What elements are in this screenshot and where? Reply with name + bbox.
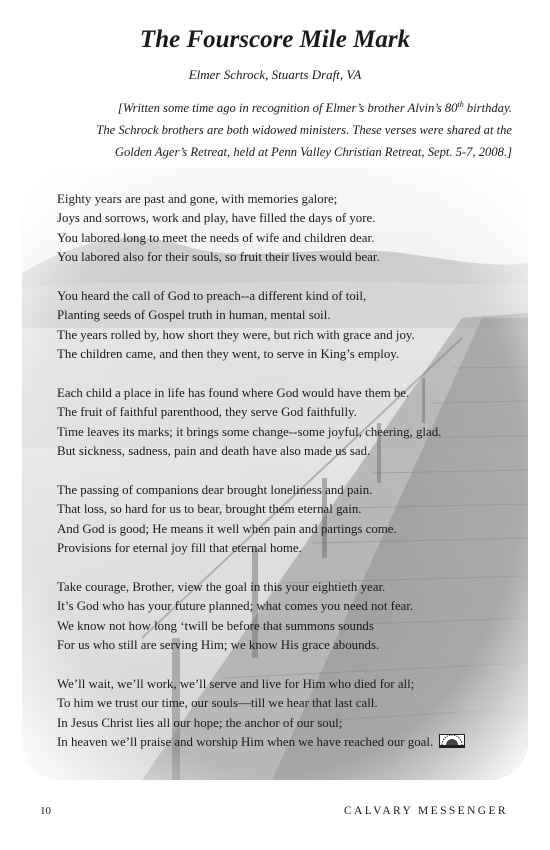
intro-line: Golden Ager’s Retreat, held at Penn Valley Christian Retreat, Sept. 5-7, 2008.]: [114, 145, 512, 160]
verse-line: Eighty years are past and gone, with memories galore;: [57, 192, 338, 206]
verse-line: It’s God who has your future planned; what comes you need not fear.: [57, 599, 414, 614]
verse-line: The children came, and then they went, to serve in King’s employ.: [57, 347, 400, 362]
verse-line: You labored long to meet the needs of wife and children dear.: [57, 230, 375, 245]
verse-line: That loss, so hard for us to bear, brought them eternal gain.: [57, 502, 362, 517]
verse-line: Provisions for eternal joy fill that eternal home.: [57, 541, 302, 556]
stanza-4: [57, 481, 517, 559]
intro-note: [42, 94, 512, 163]
verse-line: In Jesus Christ lies all our hope; the anchor of our soul;: [57, 715, 343, 730]
verse-line: The years rolled by, how short they were, but rich with grace and joy.: [57, 327, 415, 342]
verse-line: Take courage, Brother, view the goal in this your eightieth year.: [57, 580, 386, 595]
publication-name: CALVARY MESSENGER: [343, 805, 508, 817]
verse-line: The passing of companions dear brought loneliness and pain.: [57, 483, 373, 498]
intro-line: The Schrock brothers are both widowed ministers. These verses were shared at the: [96, 123, 512, 138]
author-byline: Elmer Schrock, Stuarts Draft, VA: [188, 67, 362, 82]
verse-line: Time leaves its marks; it brings some change--some joyful, cheering, glad.: [57, 424, 442, 439]
poem-body: [57, 190, 517, 772]
verse-line-text: In heaven we’ll praise and worship Him when we have reached our goal.: [57, 735, 434, 750]
verse-line: And God is good; He means it well when pain and partings come.: [57, 521, 397, 536]
verse-line: We know not how long ‘twill be before that summons sounds: [57, 618, 374, 633]
stanza-2: [57, 287, 517, 365]
verse-line: Joys and sorrows, work and play, have filled the days of yore.: [57, 211, 376, 226]
verse-line: Planting seeds of Gospel truth in human, mental soil.: [57, 308, 331, 323]
verse-line: We’ll wait, we’ll work, we’ll serve and live for Him who died for all;: [57, 677, 415, 692]
verse-line: You labored also for their souls, so fruit their lives would bear.: [57, 250, 380, 265]
stanza-5: [57, 578, 517, 656]
verse-line: You heard the call of God to preach--a different kind of toil,: [57, 289, 367, 304]
stanza-6: [57, 675, 517, 753]
verse-line: But sickness, sadness, pain and death have also made us sad.: [57, 444, 371, 459]
stanza-3: [57, 384, 517, 462]
sunrise-end-mark-icon: [439, 734, 465, 748]
verse-line: To him we trust our time, our souls—till we hear that last call.: [57, 696, 378, 711]
verse-line: Each child a place in life has found where God would have them be.: [57, 386, 410, 401]
poem-title: The Fourscore Mile Mark: [139, 26, 411, 53]
verse-line: For us who still are serving Him; we know His grace abounds.: [57, 638, 380, 653]
intro-line: [Written some time ago in recognition of Elmer’s brother Alvin’s 80th birthday.: [117, 100, 512, 116]
page-number: 10: [40, 805, 51, 817]
verse-line: [57, 733, 517, 752]
stanza-1: [57, 190, 517, 268]
verse-line: The fruit of faithful parenthood, they serve God faithfully.: [57, 405, 357, 420]
